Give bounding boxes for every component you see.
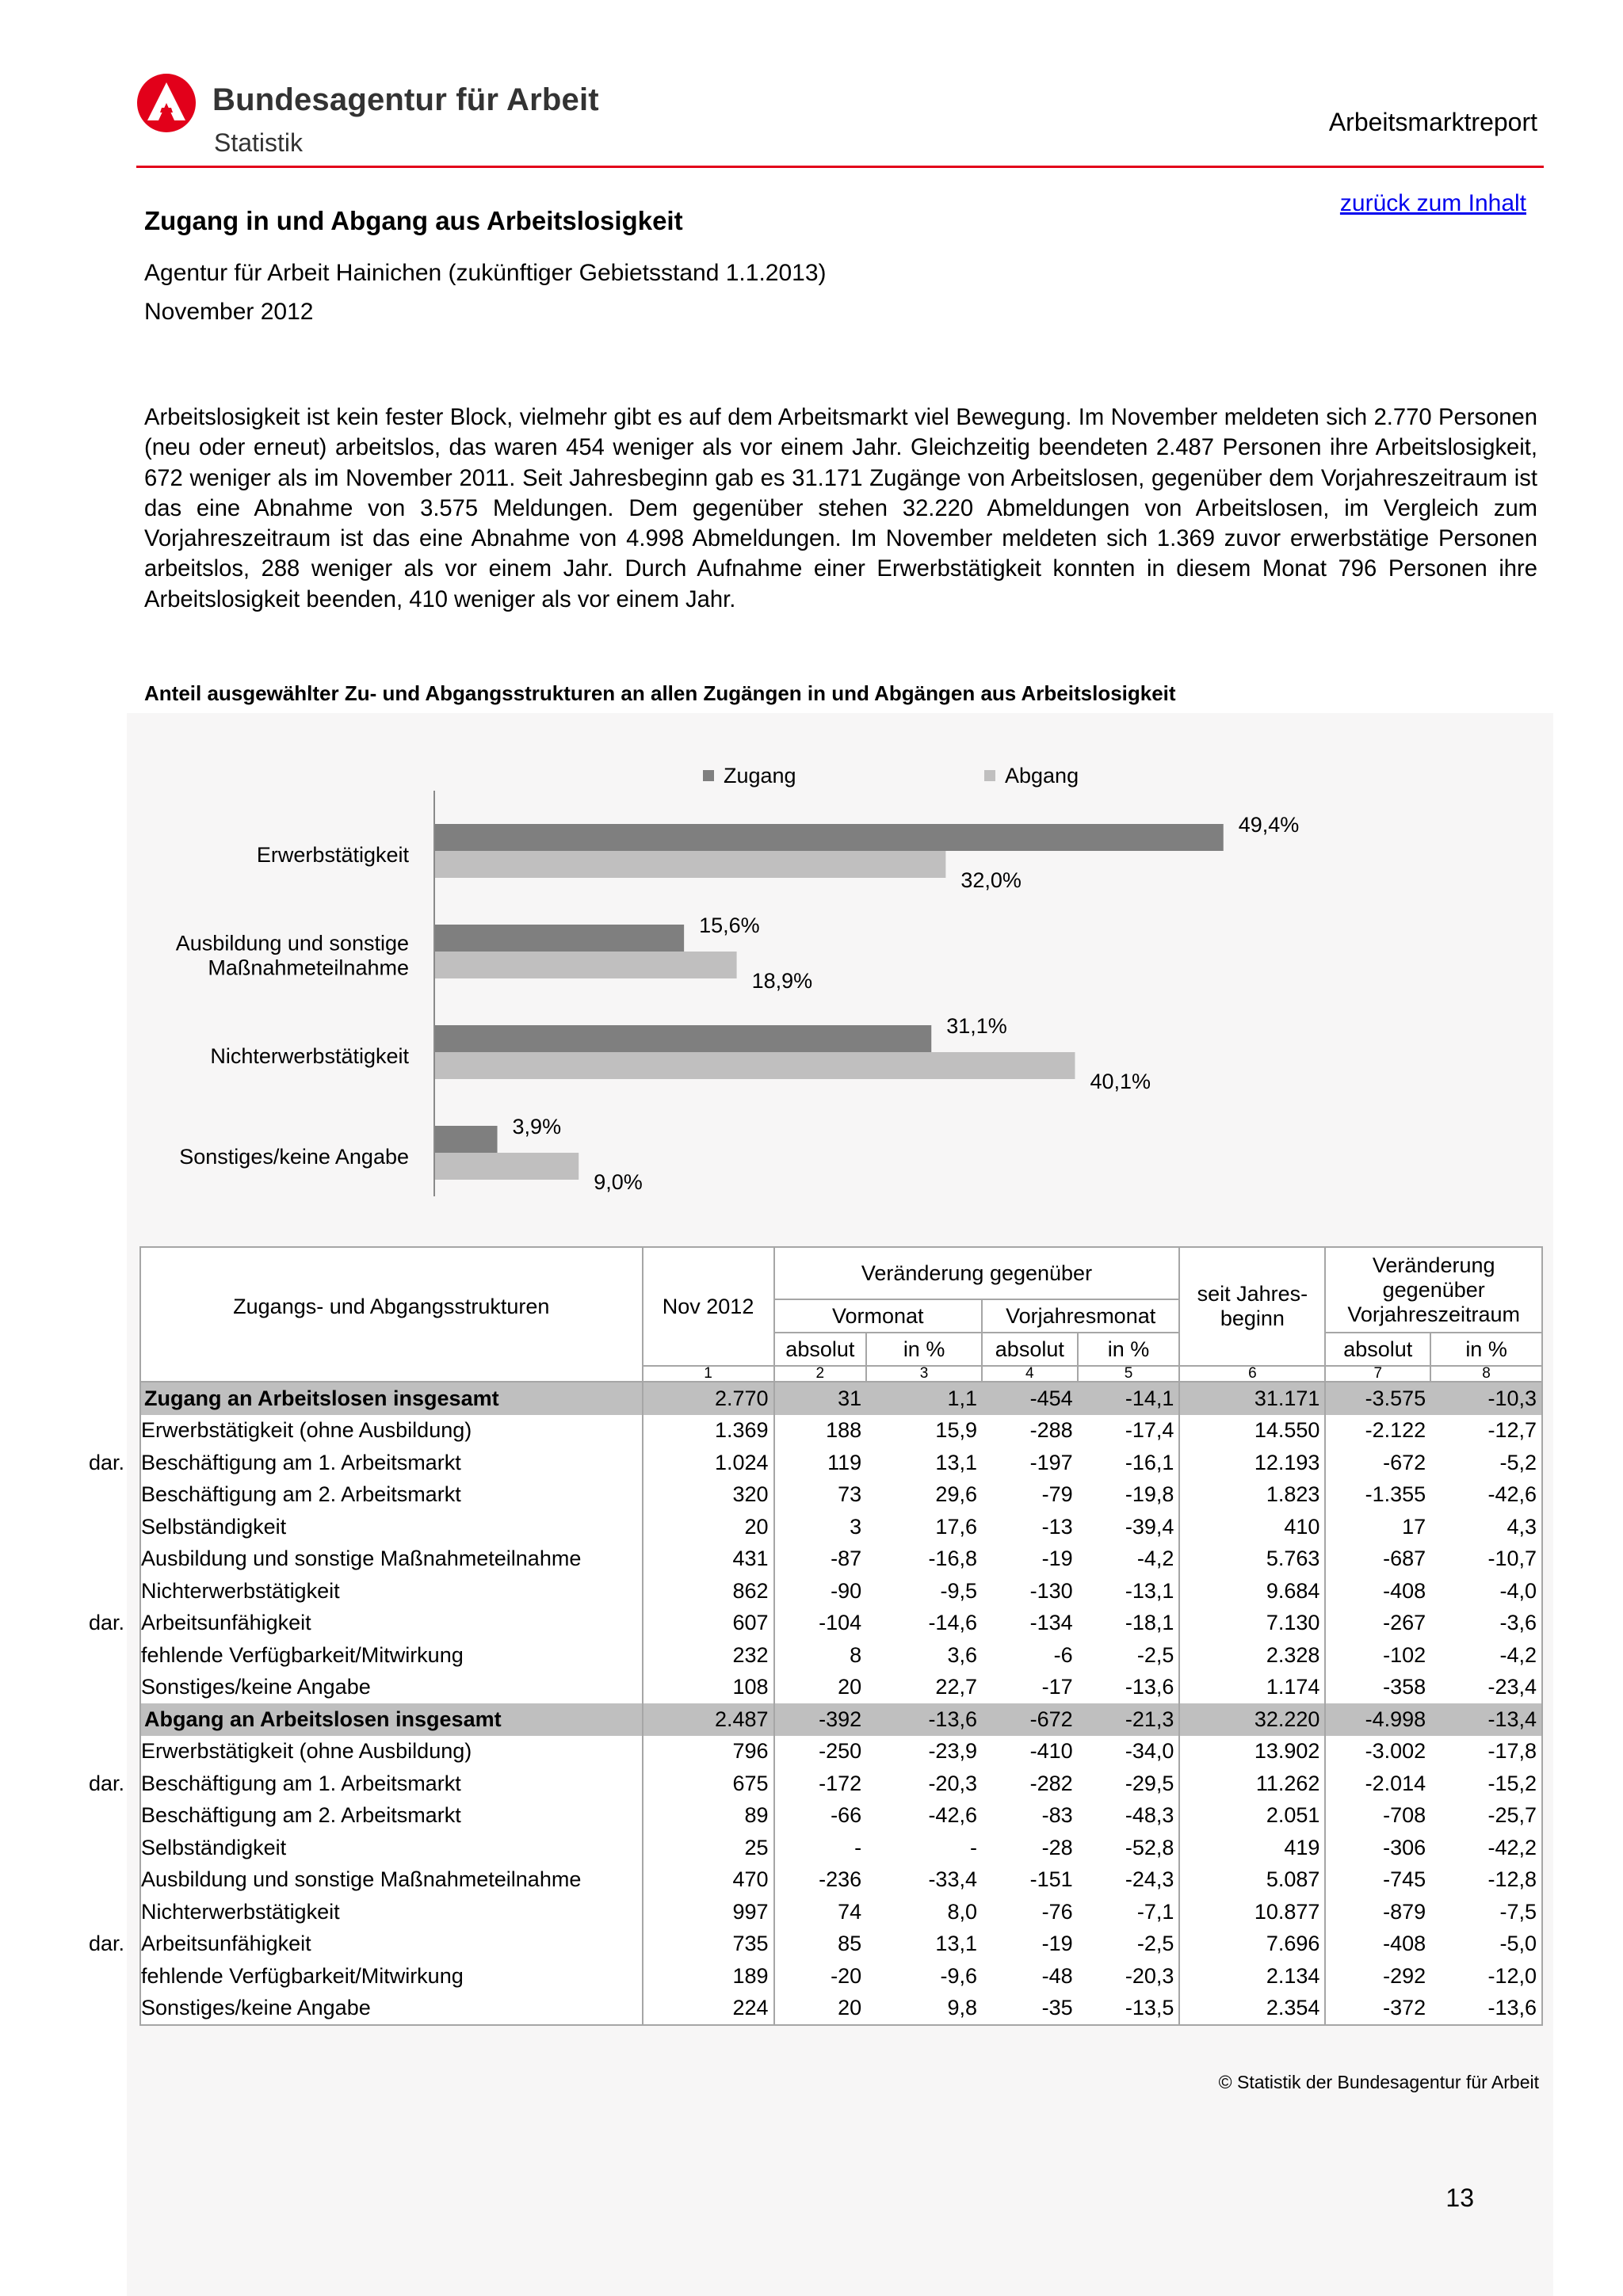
row-label-cell xyxy=(140,1415,643,1447)
value-cell: 2.770 xyxy=(643,1382,774,1415)
value-cell: -9,6 xyxy=(940,1963,977,1988)
table-row xyxy=(140,1639,1542,1672)
value-cell: -90 xyxy=(831,1578,862,1603)
value-cell: -134 xyxy=(1029,1611,1073,1635)
value-cell: 13,1 xyxy=(935,1932,977,1956)
value-cell: -48,3 xyxy=(1078,1800,1180,1833)
value-cell: -19 xyxy=(1041,1932,1073,1956)
value-cell: 31.171 xyxy=(1179,1382,1325,1415)
row-label-cell xyxy=(89,1608,643,1640)
value-cell: -87 xyxy=(831,1547,862,1571)
legend-swatch xyxy=(984,770,995,781)
header-rule xyxy=(136,166,1544,168)
header-nov: Nov 2012 xyxy=(643,1247,774,1366)
table-total-row xyxy=(140,1703,1542,1736)
value-cell: -4,2 xyxy=(1430,1639,1542,1672)
value-cell: -19 xyxy=(1041,1547,1073,1571)
value-cell: -34,0 xyxy=(1078,1736,1180,1768)
value-cell: -408 xyxy=(1325,1575,1430,1608)
value-cell: -52,8 xyxy=(1078,1832,1180,1864)
row-label-cell xyxy=(140,1479,643,1512)
header-change: Veränderung gegenüber xyxy=(774,1247,1180,1299)
value-cell: -48 xyxy=(1041,1963,1073,1988)
value-cell: 2.051 xyxy=(1179,1800,1325,1833)
value-cell: -16,1 xyxy=(1078,1447,1180,1479)
value-cell: 7.130 xyxy=(1179,1608,1325,1640)
row-label-cell xyxy=(140,1896,643,1928)
row-label: Beschäftigung am 2. Arbeitsmarkt xyxy=(141,1482,461,1507)
value-cell: 1.024 xyxy=(643,1447,774,1479)
value-cell: -250 xyxy=(819,1739,862,1764)
row-label-cell xyxy=(89,1928,643,1961)
row-prefix: dar. xyxy=(89,1611,125,1635)
category-label: Nichterwerbstätigkeit xyxy=(210,1044,409,1068)
back-to-contents-link[interactable]: zurück zum Inhalt xyxy=(1339,190,1526,216)
value-cell: 1.823 xyxy=(1179,1479,1325,1512)
table-row xyxy=(140,1896,1542,1928)
value-cell: 14.550 xyxy=(1179,1415,1325,1447)
value-cell: -19,8 xyxy=(1078,1479,1180,1512)
row-label-cell xyxy=(89,1768,643,1800)
row-label: Sonstiges/keine Angabe xyxy=(141,1675,371,1699)
value-cell: -76 xyxy=(1041,1899,1073,1924)
value-cell: 108 xyxy=(643,1672,774,1704)
value-cell: 2.354 xyxy=(1179,1993,1325,2026)
row-label: Arbeitsunfähigkeit xyxy=(141,1611,311,1635)
value-cell: -42,6 xyxy=(1430,1479,1542,1512)
value-cell: -28 xyxy=(1041,1835,1073,1859)
value-cell: 11.262 xyxy=(1179,1768,1325,1800)
chart-title: Anteil ausgewählter Zu- und Abgangsstrukturen an allen Zugängen in und Abgängen aus Arbeitslosigkeit xyxy=(144,681,1176,705)
header-absolut: absolut xyxy=(774,1333,867,1366)
row-label: fehlende Verfügbarkeit/Mitwirkung xyxy=(141,1642,464,1667)
category-label: Sonstiges/keine Angabe xyxy=(179,1145,409,1169)
value-cell: 188 xyxy=(826,1418,862,1443)
value-cell: -708 xyxy=(1325,1800,1430,1833)
value-cell: 410 xyxy=(1179,1511,1325,1543)
month-line: November 2012 xyxy=(144,299,314,325)
row-label: Arbeitsunfähigkeit xyxy=(141,1932,311,1956)
bar-abgang xyxy=(435,851,945,878)
value-cell: 20 xyxy=(774,1993,867,2026)
bar-zugang xyxy=(435,1025,931,1052)
header-vormonat: Vormonat xyxy=(774,1299,982,1333)
value-cell: 25 xyxy=(643,1832,774,1864)
header-colnum: 8 xyxy=(1430,1366,1542,1382)
header-vorjahreszeitraum-change: Veränderung gegenüber Vorjahreszeitraum xyxy=(1325,1247,1542,1333)
table-row xyxy=(140,1736,1542,1768)
data-label: 32,0% xyxy=(960,868,1022,892)
data-label: 3,9% xyxy=(512,1115,562,1138)
value-cell: -13,6 xyxy=(1078,1672,1180,1704)
value-cell: -172 xyxy=(819,1771,862,1795)
value-cell: -23,9 xyxy=(928,1739,977,1764)
row-label: Ausbildung und sonstige Maßnahmeteilnahme xyxy=(141,1867,582,1892)
row-label: Zugang an Arbeitslosen insgesamt xyxy=(144,1386,499,1410)
value-cell: -2,5 xyxy=(1078,1639,1180,1672)
value-cell: -13,6 xyxy=(866,1703,982,1736)
value-cell: -7,1 xyxy=(1078,1896,1180,1928)
value-cell: -392 xyxy=(774,1703,867,1736)
value-cell: 431 xyxy=(643,1543,774,1576)
header-in-pct: in % xyxy=(1078,1333,1180,1366)
category-label: Ausbildung und sonstige xyxy=(175,931,409,955)
value-cell: -83 xyxy=(1041,1803,1073,1828)
value-cell: -130 xyxy=(1029,1578,1073,1603)
row-label-cell xyxy=(140,1864,643,1897)
value-cell: 232 xyxy=(643,1639,774,1672)
value-cell: 3,6 xyxy=(947,1642,977,1667)
value-cell: -2,5 xyxy=(1078,1928,1180,1961)
value-cell: 32.220 xyxy=(1179,1703,1325,1736)
bar-abgang xyxy=(435,1153,579,1180)
value-cell: 73 xyxy=(838,1482,862,1507)
row-label-cell xyxy=(140,1511,643,1543)
value-cell: -306 xyxy=(1325,1832,1430,1864)
value-cell: -236 xyxy=(819,1867,862,1892)
value-cell: -687 xyxy=(1325,1543,1430,1576)
structure-table xyxy=(89,1246,1543,2026)
value-cell: -197 xyxy=(1029,1450,1073,1474)
value-cell: -4,2 xyxy=(1078,1543,1180,1576)
value-cell: -13,1 xyxy=(1078,1575,1180,1608)
value-cell: 2.134 xyxy=(1179,1960,1325,1993)
value-cell: 675 xyxy=(643,1768,774,1800)
value-cell: -12,7 xyxy=(1430,1415,1542,1447)
value-cell: 119 xyxy=(827,1450,862,1474)
row-label-cell xyxy=(140,1382,643,1415)
header-colnum: 2 xyxy=(774,1366,867,1382)
value-cell: -42,2 xyxy=(1430,1832,1542,1864)
value-cell: -20,3 xyxy=(1078,1960,1180,1993)
table-row xyxy=(140,1960,1542,1993)
value-cell: -454 xyxy=(982,1382,1078,1415)
value-cell: 17,6 xyxy=(935,1514,977,1539)
value-cell: -9,5 xyxy=(940,1578,977,1603)
value-cell: -288 xyxy=(1029,1418,1073,1443)
header-colnum: 4 xyxy=(982,1366,1078,1382)
value-cell: 13.902 xyxy=(1179,1736,1325,1768)
value-cell: 796 xyxy=(643,1736,774,1768)
header-colnum: 7 xyxy=(1325,1366,1430,1382)
table-row xyxy=(140,1447,1542,1479)
value-cell: -66 xyxy=(831,1803,862,1828)
value-cell: -35 xyxy=(982,1993,1078,2026)
page-title: Zugang in und Abgang aus Arbeitslosigkeit xyxy=(144,206,683,235)
value-cell: 3 xyxy=(850,1514,862,1539)
row-label-cell xyxy=(140,1639,643,1672)
table-row xyxy=(140,1672,1542,1704)
org-name: Bundesagentur für Arbeit xyxy=(212,82,599,117)
legend-label: Zugang xyxy=(724,764,796,788)
row-label: Beschäftigung am 2. Arbeitsmarkt xyxy=(141,1803,461,1828)
value-cell: -39,4 xyxy=(1078,1511,1180,1543)
row-label-cell xyxy=(140,1543,643,1576)
header-colnum: 3 xyxy=(866,1366,982,1382)
row-label: Selbständigkeit xyxy=(141,1835,287,1859)
org-subtitle: Statistik xyxy=(214,128,304,157)
row-prefix: dar. xyxy=(89,1771,125,1795)
value-cell: -10,7 xyxy=(1430,1543,1542,1576)
row-label: fehlende Verfügbarkeit/Mitwirkung xyxy=(141,1963,464,1988)
row-label-cell xyxy=(140,1800,643,1833)
bar-chart xyxy=(127,713,1553,1240)
bar-zugang xyxy=(435,824,1224,851)
value-cell: -20,3 xyxy=(928,1771,977,1795)
bar-abgang xyxy=(435,1052,1075,1079)
page-number: 13 xyxy=(1445,2183,1474,2212)
header-in-pct: in % xyxy=(1430,1333,1542,1366)
value-cell: -17,4 xyxy=(1078,1415,1180,1447)
value-cell: 4,3 xyxy=(1430,1511,1542,1543)
value-cell: -16,8 xyxy=(928,1547,977,1571)
value-cell: 862 xyxy=(643,1575,774,1608)
value-cell: -151 xyxy=(1029,1867,1073,1892)
table-row xyxy=(140,1543,1542,1576)
table-row xyxy=(140,1415,1542,1447)
value-cell: -17,8 xyxy=(1430,1736,1542,1768)
data-label: 40,1% xyxy=(1090,1070,1151,1093)
value-cell: -104 xyxy=(819,1611,862,1635)
table-row xyxy=(140,1864,1542,1897)
value-cell: -79 xyxy=(1041,1482,1073,1507)
header-absolut: absolut xyxy=(982,1333,1078,1366)
row-label-cell xyxy=(89,1447,643,1479)
value-cell: -2.122 xyxy=(1325,1415,1430,1447)
value-cell: 2.487 xyxy=(643,1703,774,1736)
value-cell: -29,5 xyxy=(1078,1768,1180,1800)
value-cell: -23,4 xyxy=(1430,1672,1542,1704)
value-cell: -4,0 xyxy=(1430,1575,1542,1608)
value-cell: -13,5 xyxy=(1078,1993,1180,2026)
value-cell: 17 xyxy=(1325,1511,1430,1543)
value-cell: -17 xyxy=(1041,1675,1073,1699)
value-cell: 419 xyxy=(1179,1832,1325,1864)
row-label: Beschäftigung am 1. Arbeitsmarkt xyxy=(141,1771,461,1795)
row-label: Sonstiges/keine Angabe xyxy=(141,1996,371,2020)
row-label: Abgang an Arbeitslosen insgesamt xyxy=(144,1707,502,1731)
value-cell: 1,1 xyxy=(866,1382,982,1415)
value-cell: -672 xyxy=(982,1703,1078,1736)
row-label: Ausbildung und sonstige Maßnahmeteilnahme xyxy=(141,1547,582,1571)
header-seit-jahresbeginn: seit Jahres-beginn xyxy=(1179,1247,1325,1366)
value-cell: 189 xyxy=(643,1960,774,1993)
value-cell: -5,2 xyxy=(1430,1447,1542,1479)
value-cell: -372 xyxy=(1325,1993,1430,2026)
value-cell: 470 xyxy=(643,1864,774,1897)
header-absolut: absolut xyxy=(1325,1333,1430,1366)
report-name: Arbeitsmarktreport xyxy=(1328,108,1537,136)
row-prefix: dar. xyxy=(89,1932,125,1956)
copyright: © Statistik der Bundesagentur für Arbeit xyxy=(1218,2072,1539,2092)
value-cell: -3.002 xyxy=(1325,1736,1430,1768)
row-label: Beschäftigung am 1. Arbeitsmarkt xyxy=(141,1450,461,1474)
value-cell: -745 xyxy=(1325,1864,1430,1897)
value-cell: 89 xyxy=(643,1800,774,1833)
value-cell: -358 xyxy=(1325,1672,1430,1704)
value-cell: -13,6 xyxy=(1430,1993,1542,2026)
value-cell: -14,6 xyxy=(928,1611,977,1635)
value-cell: -20 xyxy=(831,1963,862,1988)
category-label: Erwerbstätigkeit xyxy=(256,843,409,867)
value-cell: 7.696 xyxy=(1179,1928,1325,1961)
header-colnum: 5 xyxy=(1078,1366,1180,1382)
value-cell: -2.014 xyxy=(1325,1768,1430,1800)
bar-zugang xyxy=(435,1126,498,1153)
header-colnum: 6 xyxy=(1179,1366,1325,1382)
value-cell: 74 xyxy=(838,1899,862,1924)
value-cell: -18,1 xyxy=(1078,1608,1180,1640)
row-label: Nichterwerbstätigkeit xyxy=(141,1578,340,1603)
table-row xyxy=(140,1928,1542,1961)
row-label: Nichterwerbstätigkeit xyxy=(141,1899,340,1924)
value-cell: -3.575 xyxy=(1325,1382,1430,1415)
value-cell: 2.328 xyxy=(1179,1639,1325,1672)
value-cell: -879 xyxy=(1325,1896,1430,1928)
row-label-cell xyxy=(140,1960,643,1993)
value-cell: 8,0 xyxy=(947,1899,977,1924)
row-label-cell xyxy=(140,1575,643,1608)
value-cell: 320 xyxy=(643,1479,774,1512)
row-prefix: dar. xyxy=(89,1450,125,1474)
value-cell: 8 xyxy=(850,1642,862,1667)
row-label: Erwerbstätigkeit (ohne Ausbildung) xyxy=(141,1739,472,1764)
row-label-cell xyxy=(140,1832,643,1864)
value-cell: -5,0 xyxy=(1430,1928,1542,1961)
value-cell: -3,6 xyxy=(1430,1608,1542,1640)
value-cell: 735 xyxy=(643,1928,774,1961)
value-cell: -672 xyxy=(1325,1447,1430,1479)
value-cell: -1.355 xyxy=(1325,1479,1430,1512)
value-cell: -4.998 xyxy=(1325,1703,1430,1736)
value-cell: 5.087 xyxy=(1179,1864,1325,1897)
value-cell: -42,6 xyxy=(928,1803,977,1828)
value-cell: -6 xyxy=(1053,1642,1073,1667)
value-cell: -410 xyxy=(1029,1739,1073,1764)
row-label-cell xyxy=(140,1703,643,1736)
table-row xyxy=(140,1575,1542,1608)
header-colnum-empty xyxy=(140,1366,643,1382)
value-cell: -408 xyxy=(1325,1928,1430,1961)
value-cell: -12,8 xyxy=(1430,1864,1542,1897)
bar-zugang xyxy=(435,925,684,952)
value-cell: -267 xyxy=(1325,1608,1430,1640)
value-cell: -24,3 xyxy=(1078,1864,1180,1897)
legend-swatch xyxy=(703,770,714,781)
value-cell: -102 xyxy=(1325,1639,1430,1672)
row-label-cell xyxy=(140,1993,643,2026)
value-cell: -15,2 xyxy=(1430,1768,1542,1800)
value-cell: 29,6 xyxy=(935,1482,977,1507)
value-cell: 20 xyxy=(643,1511,774,1543)
value-cell: -13 xyxy=(1041,1514,1073,1539)
category-label: Maßnahmeteilnahme xyxy=(208,955,409,980)
value-cell: 9.684 xyxy=(1179,1575,1325,1608)
value-cell: 997 xyxy=(643,1896,774,1928)
legend-label: Abgang xyxy=(1005,764,1079,788)
table-row xyxy=(140,1768,1542,1800)
table-row xyxy=(140,1511,1542,1543)
data-label: 49,4% xyxy=(1238,813,1300,837)
row-label-cell xyxy=(140,1672,643,1704)
value-cell: -282 xyxy=(1029,1771,1073,1795)
value-cell: -13,4 xyxy=(1430,1703,1542,1736)
table-row xyxy=(140,1832,1542,1864)
value-cell: 12.193 xyxy=(1179,1447,1325,1479)
row-label: Selbständigkeit xyxy=(141,1514,287,1539)
table-row xyxy=(140,1800,1542,1833)
value-cell: -12,0 xyxy=(1430,1960,1542,1993)
header-structures: Zugangs- und Abgangsstrukturen xyxy=(140,1247,643,1366)
data-label: 31,1% xyxy=(946,1014,1007,1038)
value-cell: - xyxy=(854,1835,862,1859)
value-cell: 13,1 xyxy=(935,1450,977,1474)
value-cell: -292 xyxy=(1325,1960,1430,1993)
agency-line: Agentur für Arbeit Hainichen (zukünftiger Gebietsstand 1.1.2013) xyxy=(144,260,827,286)
value-cell: - xyxy=(969,1835,977,1859)
value-cell: -7,5 xyxy=(1430,1896,1542,1928)
value-cell: 9,8 xyxy=(866,1993,982,2026)
data-label: 9,0% xyxy=(594,1170,643,1194)
ba-logo-icon xyxy=(136,73,197,133)
bar-abgang xyxy=(435,952,737,978)
table-row xyxy=(140,1993,1542,2026)
value-cell: 5.763 xyxy=(1179,1543,1325,1576)
value-cell: -33,4 xyxy=(928,1867,977,1892)
table-row xyxy=(140,1479,1542,1512)
value-cell: 607 xyxy=(643,1608,774,1640)
value-cell: -10,3 xyxy=(1430,1382,1542,1415)
data-label: 15,6% xyxy=(699,913,760,937)
value-cell: 20 xyxy=(838,1675,862,1699)
header-in-pct: in % xyxy=(866,1333,982,1366)
value-cell: 85 xyxy=(838,1932,862,1956)
row-label-cell xyxy=(140,1736,643,1768)
table-row xyxy=(140,1608,1542,1640)
value-cell: 15,9 xyxy=(935,1418,977,1443)
value-cell: 10.877 xyxy=(1179,1896,1325,1928)
value-cell: 1.369 xyxy=(643,1415,774,1447)
value-cell: -14,1 xyxy=(1078,1382,1180,1415)
data-label: 18,9% xyxy=(751,969,813,993)
value-cell: 1.174 xyxy=(1179,1672,1325,1704)
intro-paragraph: Arbeitslosigkeit ist kein fester Block, vielmehr gibt es auf dem Arbeitsmarkt viel Bewegung. Im November meldeten sich 2.770 Personen (neu oder erneut) arbeitslos, das waren 454 weniger als vor einem Jahr. Gleichzeitig beendeten 2.487 Personen ihre Arbeitslosigkeit, 672 weniger als im November 2011. Seit Jahresbeginn gab es 31.171 Zugänge von Arbeitslosen, gegenüber dem Vorjahreszeitraum ist das eine Abnahme von 3.575 Meldungen. Dem gegenüber stehen 32.220 Abmeldungen von Arbeitslosen, im Vergleich zum Vorjahreszeitraum ist das eine Abnahme von 4.998 Abmeldungen. Im November meldeten sich 1.369 zuvor erwerbstätige Personen arbeitslos, 288 weniger als vor einem Jahr. Durch Aufnahme einer Erwerbstätigkeit konnten in diesem Monat 796 Personen ihre Arbeitslosigkeit beenden, 410 weniger als vor einem Jahr. xyxy=(144,405,1537,612)
table-total-row xyxy=(140,1382,1542,1415)
value-cell: 22,7 xyxy=(935,1675,977,1699)
header-colnum: 1 xyxy=(643,1366,774,1382)
row-label: Erwerbstätigkeit (ohne Ausbildung) xyxy=(141,1418,472,1443)
value-cell: -21,3 xyxy=(1078,1703,1180,1736)
value-cell: 31 xyxy=(774,1382,867,1415)
header-vorjahresmonat: Vorjahresmonat xyxy=(982,1299,1179,1333)
value-cell: 224 xyxy=(643,1993,774,2026)
value-cell: -25,7 xyxy=(1430,1800,1542,1833)
